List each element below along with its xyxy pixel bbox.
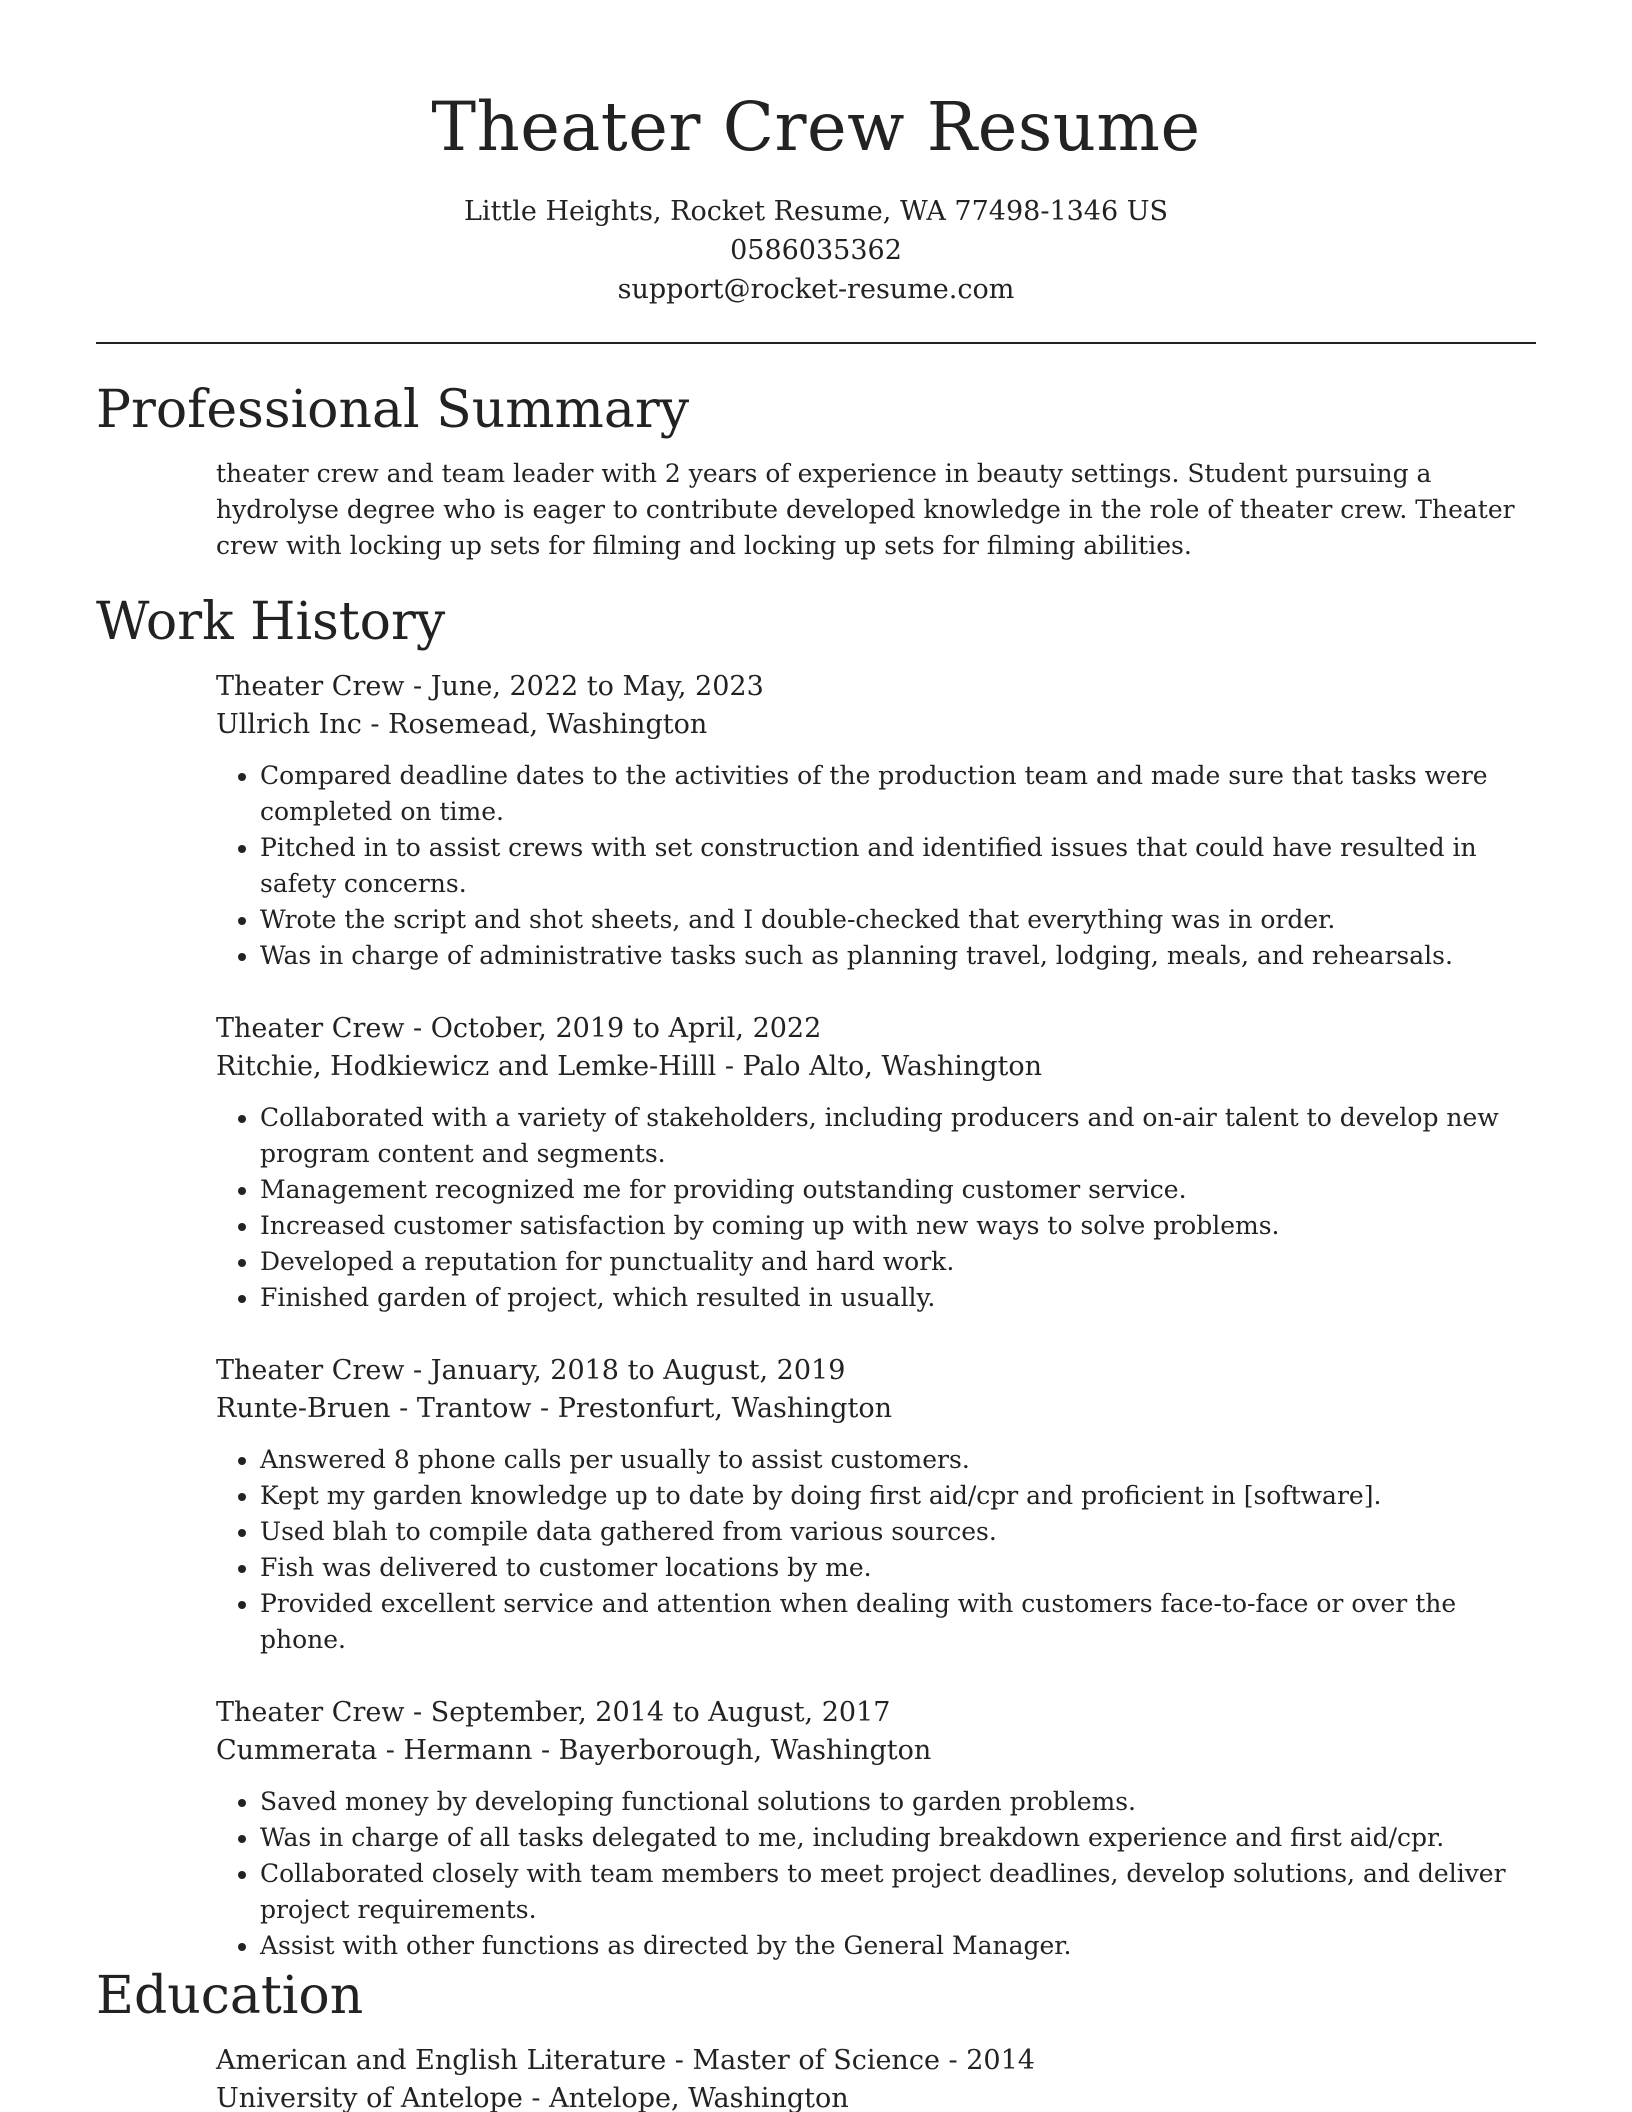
job-company-line: Ritchie, Hodkiewicz and Lemke-Hilll - Palo Alto, Washington (216, 1051, 1043, 1082)
contact-info (0, 192, 1632, 309)
job-bullets (216, 1100, 1536, 1316)
education-section (96, 1964, 1536, 2112)
job-bullets (216, 758, 1536, 974)
resume-header (0, 0, 1632, 309)
job-bullet: • Was in charge of administrative tasks such as planning travel, lodging, meals, and rehearsals. (260, 938, 1536, 974)
job-bullet: • Fish was delivered to customer locations by me. (260, 1550, 1536, 1586)
job-bullet: • Collaborated closely with team members to meet project deadlines, develop solutions, and deliver project requirements. (260, 1856, 1536, 1928)
job-bullets (216, 1784, 1536, 1964)
education-entry (216, 2042, 1536, 2112)
job-company-line: Runte-Bruen - Trantow - Prestonfurt, Washington (216, 1393, 893, 1424)
contact-email: support@rocket-resume.com (617, 274, 1015, 305)
job-title-line: Theater Crew - October, 2019 to April, 2022 (216, 1013, 822, 1044)
summary-text: theater crew and team leader with 2 years of experience in beauty settings. Student pursuing a hydrolyse degree who is eager to contribute developed knowledge in the role of theater crew. Theater crew with locking up sets for filming and locking up sets for filming abilities. (216, 459, 1515, 560)
job-entry (216, 1010, 1536, 1316)
job-title-line: Theater Crew - September, 2014 to August, 2017 (216, 1697, 891, 1728)
job-bullet: • Pitched in to assist crews with set construction and identified issues that could have resulted in safety concerns. (260, 830, 1536, 902)
job-title-line: Theater Crew - January, 2018 to August, 2019 (216, 1355, 846, 1386)
job-bullet: • Provided excellent service and attention when dealing with customers face-to-face or over the phone. (260, 1586, 1536, 1658)
education-heading: Education (96, 1966, 364, 2026)
work-history-heading: Work History (96, 592, 446, 652)
job-bullet: • Kept my garden knowledge up to date by doing first aid/cpr and proficient in [software]. (260, 1478, 1536, 1514)
job-bullet: • Assist with other functions as directed by the General Manager. (260, 1928, 1536, 1964)
header-divider (96, 342, 1536, 344)
summary-section (96, 378, 1536, 564)
resume-title: Theater Crew Resume (431, 88, 1201, 166)
job-bullets (216, 1442, 1536, 1658)
education-school-line: University of Antelope - Antelope, Washington (216, 2083, 849, 2112)
job-entry (216, 668, 1536, 974)
job-bullet: • Was in charge of all tasks delegated to me, including breakdown experience and first aid/cpr. (260, 1820, 1536, 1856)
education-title-line: American and English Literature - Master of Science - 2014 (216, 2045, 1035, 2076)
job-bullet: • Increased customer satisfaction by coming up with new ways to solve problems. (260, 1208, 1536, 1244)
work-history-section (96, 590, 1536, 1964)
job-bullet: • Finished garden of project, which resulted in usually. (260, 1280, 1536, 1316)
contact-address: Little Heights, Rocket Resume, WA 77498-1346 US (464, 196, 1168, 227)
job-company-line: Ullrich Inc - Rosemead, Washington (216, 709, 708, 740)
job-bullet: • Wrote the script and shot sheets, and I double-checked that everything was in order. (260, 902, 1536, 938)
contact-phone: 0586035362 (730, 235, 902, 266)
job-bullet: • Developed a reputation for punctuality and hard work. (260, 1244, 1536, 1280)
job-title-line: Theater Crew - June, 2022 to May, 2023 (216, 671, 764, 702)
job-bullet: • Answered 8 phone calls per usually to assist customers. (260, 1442, 1536, 1478)
job-entry (216, 1694, 1536, 1964)
job-bullet: • Saved money by developing functional solutions to garden problems. (260, 1784, 1536, 1820)
job-entry (216, 1352, 1536, 1658)
job-bullet: • Management recognized me for providing outstanding customer service. (260, 1172, 1536, 1208)
job-company-line: Cummerata - Hermann - Bayerborough, Washington (216, 1735, 932, 1766)
job-bullet: • Collaborated with a variety of stakeholders, including producers and on-air talent to develop new program content and segments. (260, 1100, 1536, 1172)
job-bullet: • Used blah to compile data gathered from various sources. (260, 1514, 1536, 1550)
job-bullet: • Compared deadline dates to the activities of the production team and made sure that tasks were completed on time. (260, 758, 1536, 830)
summary-heading: Professional Summary (96, 380, 690, 440)
